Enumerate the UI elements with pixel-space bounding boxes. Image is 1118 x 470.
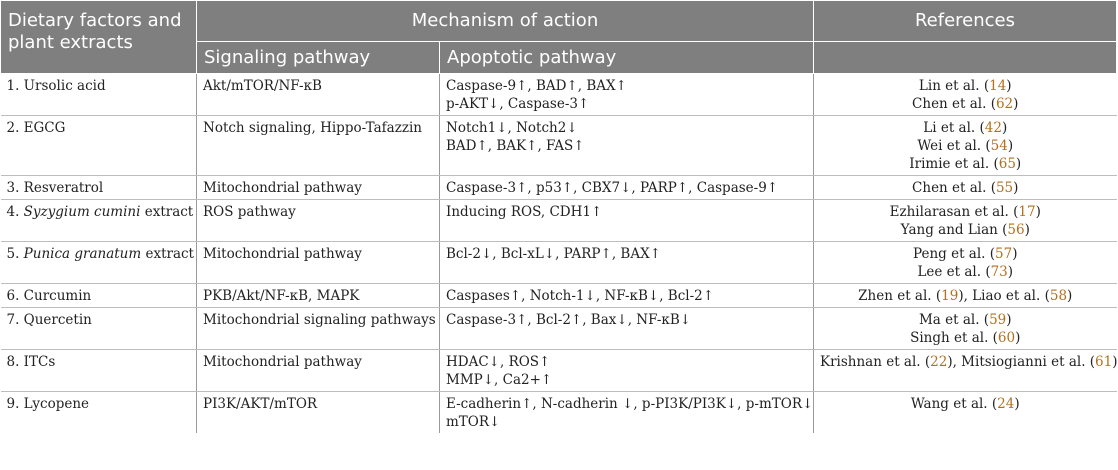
cell-references [814,176,1117,200]
cell-signaling-pathway: Mitochondrial pathway [197,242,440,284]
reference-text: ) [1024,222,1030,238]
citation-link[interactable]: 60 [997,330,1016,346]
reference-line [820,329,1111,347]
table-row [1,116,1117,176]
cell-apoptotic-pathway [440,116,814,176]
citation-link[interactable]: 42 [984,120,1002,136]
cell-signaling-pathway: Akt/mTOR/NF-κB [197,74,440,116]
header-references: References [814,1,1117,42]
header-signaling-pathway: Signaling pathway [197,42,440,74]
reference-text: Irimie et al. ( [909,156,999,172]
factor-label: 2. EGCG [6,120,66,136]
factor-label-part: extract [140,204,194,220]
reference-line [820,179,1111,197]
factor-label: 7. Quercetin [6,312,92,328]
reference-text: ) [1012,246,1018,262]
cell-signaling-pathway: PKB/Akt/NF-κB, MAPK [197,284,440,308]
citation-link[interactable]: 19 [941,288,959,304]
reference-text: Yang and Lian ( [900,222,1008,238]
citation-link[interactable]: 17 [1018,204,1036,220]
citation-link[interactable]: 56 [1007,222,1025,238]
reference-text: ) [1035,204,1041,220]
cell-references [814,74,1117,116]
factor-species-name: Punica granatum [23,246,142,262]
reference-text: Peng et al. ( [913,246,996,262]
factor-label: 1. Ursolic acid [6,78,106,94]
apoptotic-line: p-AKT↓, Caspase-3↑ [446,96,590,112]
cell-apoptotic-pathway [440,284,814,308]
table-row [1,200,1117,242]
reference-line [820,311,1111,329]
reference-line [820,287,1111,305]
reference-text: ) [1112,354,1118,370]
cell-dietary-factor [1,308,197,350]
apoptotic-line: E-cadherin↑, N-cadherin ↓, p-PI3K/PI3K↓, p-mTOR↓ [446,396,814,412]
reference-line [820,119,1111,137]
cell-apoptotic-pathway [440,74,814,116]
reference-text: ), Mitsiogianni et al. ( [947,354,1096,370]
cell-dietary-factor [1,116,197,176]
cell-apoptotic-pathway [440,392,814,434]
cell-references [814,392,1117,434]
reference-text: ) [1013,96,1019,112]
reference-line [820,137,1111,155]
apoptotic-line: Bcl-2↓, Bcl-xL↓, PARP↑, BAX↑ [446,246,662,262]
citation-link[interactable]: 55 [995,180,1014,196]
citation-link[interactable]: 58 [1049,288,1068,304]
citation-link[interactable]: 61 [1095,354,1113,370]
apoptotic-line: Caspase-3↑, p53↑, CBX7↓, PARP↑, Caspase-9↑ [446,180,779,196]
reference-line [820,245,1111,263]
reference-line [820,95,1111,113]
reference-text: ) [1006,78,1012,94]
citation-link[interactable]: 73 [990,264,1008,280]
reference-line [820,395,1111,413]
citation-link[interactable]: 59 [989,312,1007,328]
reference-text: ) [1007,264,1014,280]
cell-apoptotic-pathway [440,350,814,392]
reference-text: ) [1013,180,1019,196]
apoptotic-line: Inducing ROS, CDH1↑ [446,204,603,220]
reference-text: ) [1006,312,1012,328]
apoptotic-line: Caspase-9↑, BAD↑, BAX↑ [446,78,627,94]
cell-references [814,242,1117,284]
table-row [1,284,1117,308]
cell-dietary-factor [1,74,197,116]
header-mechanism: Mechanism of action [197,1,814,42]
reference-text: ) [1015,156,1022,172]
table-row [1,242,1117,284]
cell-dietary-factor [1,242,197,284]
apoptotic-line: BAD↑, BAK↑, FAS↑ [446,138,585,154]
factor-label: 8. ITCs [6,354,56,370]
factor-label: 9. Lycopene [6,396,90,412]
cell-signaling-pathway: Mitochondrial pathway [197,350,440,392]
factor-label-part: extract [141,246,194,262]
apoptotic-line: Notch1↓, Notch2↓ [446,120,578,136]
reference-text: Zhen et al. ( [858,288,942,304]
cell-references [814,284,1117,308]
citation-link[interactable]: 22 [930,354,948,370]
reference-text: ) [1001,120,1008,136]
reference-text: Lin et al. ( [918,78,990,94]
header-references-blank [814,42,1117,74]
table-row [1,74,1117,116]
apoptotic-line: MMP↓, Ca2+↑ [446,372,553,388]
citation-link[interactable]: 54 [990,138,1008,154]
cell-references [814,308,1117,350]
reference-text: Ezhilarasan et al. ( [889,204,1019,220]
factor-label: 3. Resveratrol [6,180,104,196]
cell-dietary-factor [1,392,197,434]
citation-link[interactable]: 24 [997,396,1015,412]
reference-text: ) [1007,138,1014,154]
cell-dietary-factor [1,176,197,200]
reference-line [820,77,1111,95]
apoptotic-line: Caspases↑, Notch-1↓, NF-κB↓, Bcl-2↑ [446,288,715,304]
cell-signaling-pathway: Mitochondrial pathway [197,176,440,200]
citation-link[interactable]: 57 [995,246,1013,262]
factor-label-part: 5. [6,246,24,262]
reference-text: Chen et al. ( [912,96,996,112]
reference-line [820,263,1111,281]
factor-species-name: Syzygium cumini [23,204,141,220]
reference-text: ) [1067,288,1073,304]
table-row [1,392,1117,434]
cell-apoptotic-pathway [440,200,814,242]
reference-line [820,221,1111,239]
header-dietary-factors: Dietary factors and plant extracts [1,1,197,74]
reference-line [820,353,1118,371]
cell-dietary-factor [1,284,197,308]
citation-link[interactable]: 62 [995,96,1014,112]
reference-text: Krishnan et al. ( [820,354,931,370]
cell-apoptotic-pathway [440,242,814,284]
apoptotic-line: Caspase-3↑, Bcl-2↑, Bax↓, NF-κB↓ [446,312,692,328]
table-body [1,74,1117,434]
factor-label-part: 4. [6,204,24,220]
reference-text: Li et al. ( [923,120,985,136]
reference-text: Wang et al. ( [910,396,998,412]
citation-link[interactable]: 14 [989,78,1007,94]
cell-references [814,200,1117,242]
factor-label: 6. Curcumin [6,288,92,304]
header-apoptotic-pathway: Apoptotic pathway [440,42,814,74]
table-row [1,308,1117,350]
cell-signaling-pathway: Notch signaling, Hippo-Tafazzin [197,116,440,176]
table-row [1,350,1117,392]
reference-line [820,155,1111,173]
cell-dietary-factor [1,350,197,392]
reference-line [820,203,1111,221]
cell-references [814,350,1117,392]
reference-text: ), Liao et al. ( [958,288,1050,304]
cell-references [814,116,1117,176]
reference-text: ) [1014,396,1020,412]
cell-signaling-pathway: ROS pathway [197,200,440,242]
reference-text: Lee et al. ( [917,264,991,280]
citation-link[interactable]: 65 [998,156,1016,172]
reference-text: Ma et al. ( [918,312,990,328]
cell-dietary-factor [1,200,197,242]
apoptotic-line: mTOR↓ [446,414,501,430]
apoptotic-line: HDAC↓, ROS↑ [446,354,551,370]
cell-signaling-pathway: PI3K/AKT/mTOR [197,392,440,434]
cell-apoptotic-pathway [440,308,814,350]
reference-text: Singh et al. ( [910,330,998,346]
reference-text: Chen et al. ( [912,180,996,196]
table-row [1,176,1117,200]
reference-text: ) [1015,330,1021,346]
reference-text: Wei et al. ( [917,138,991,154]
cell-apoptotic-pathway [440,176,814,200]
cell-signaling-pathway: Mitochondrial signaling pathways [197,308,440,350]
